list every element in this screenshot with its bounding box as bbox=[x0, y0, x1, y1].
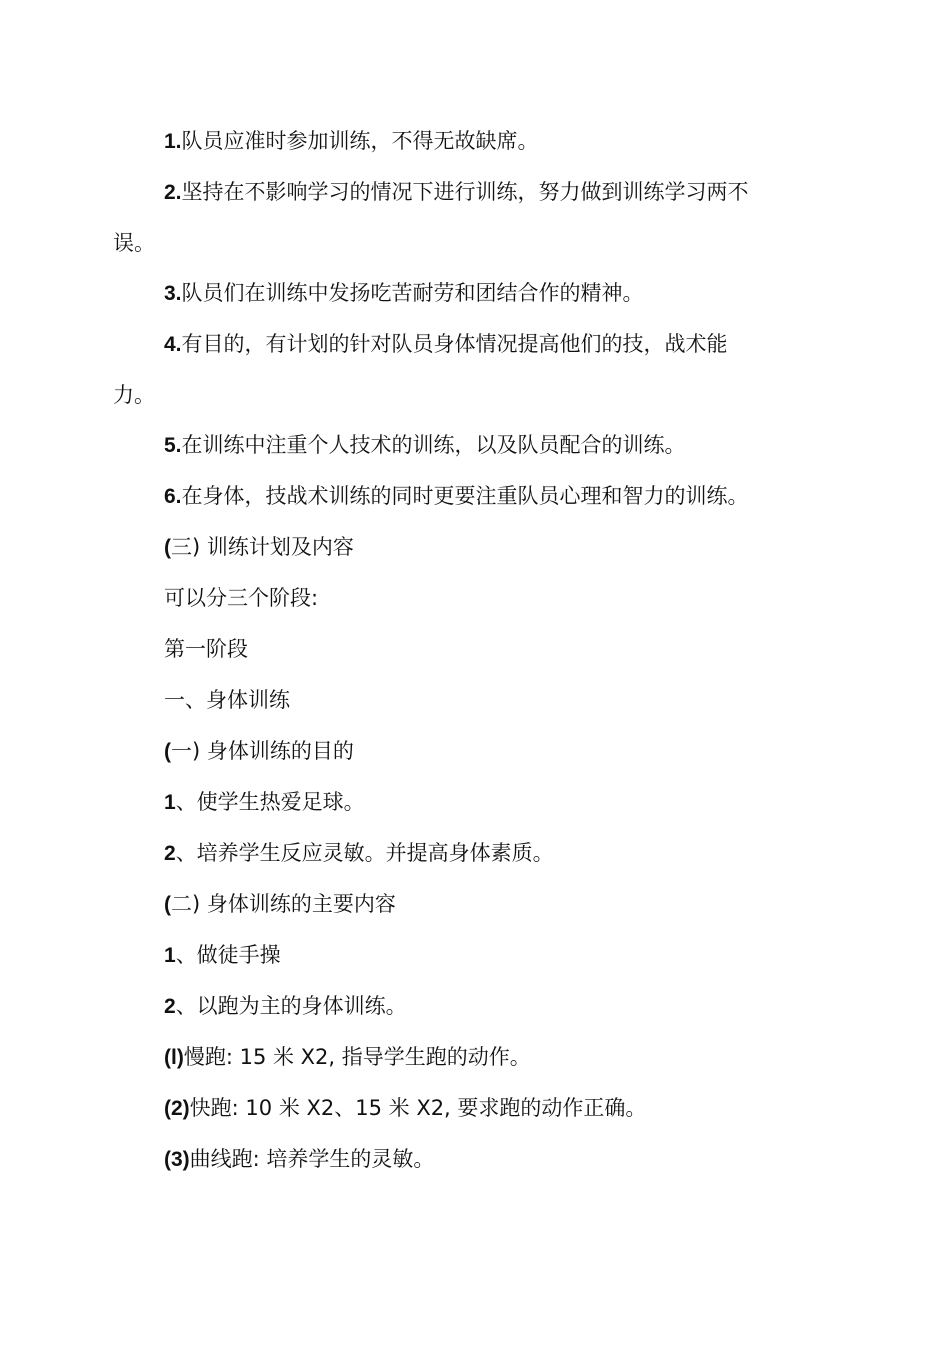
list-item-purpose-2 bbox=[113, 828, 763, 879]
heading-training-purpose bbox=[113, 726, 763, 777]
paragraph-number: 3. bbox=[164, 282, 182, 305]
paragraph-text: 二) 身体训练的主要内容 bbox=[171, 892, 396, 916]
list-item-curve-run bbox=[113, 1134, 763, 1185]
paragraph-text: 可以分三个阶段: bbox=[164, 586, 319, 610]
paragraph-text: 慢跑: 15 米 X2, 指导学生跑的动作。 bbox=[183, 1045, 531, 1069]
paragraph-number: 1 bbox=[164, 791, 176, 814]
paragraph-text: 、培养学生反应灵敏。并提高身体素质。 bbox=[175, 841, 554, 865]
paragraph-number: (l) bbox=[164, 1046, 184, 1069]
list-item-content-1 bbox=[113, 930, 763, 981]
paragraph-text: 三) 训练计划及内容 bbox=[171, 535, 354, 559]
paragraph-rule-2 bbox=[113, 167, 763, 268]
paragraph-rule-4 bbox=[113, 319, 763, 420]
paragraph-number: 2. bbox=[164, 181, 182, 204]
paragraph-number: 4. bbox=[164, 333, 182, 356]
list-item-slow-run bbox=[113, 1032, 763, 1083]
paragraph-number: 2 bbox=[164, 842, 176, 865]
paragraph-text: 坚持在不影响学习的情况下进行训练，努力做到训练学习两不误。 bbox=[113, 180, 749, 255]
paragraph-stages-intro bbox=[113, 573, 763, 624]
paragraph-rule-5 bbox=[113, 420, 763, 471]
paragraph-text: 第一阶段 bbox=[164, 637, 248, 661]
paragraph-text: 快跑: 10 米 X2、15 米 X2, 要求跑的动作正确。 bbox=[189, 1096, 647, 1120]
paragraph-text: 队员们在训练中发扬吃苦耐劳和团结合作的精神。 bbox=[181, 281, 644, 305]
paragraph-number: 2 bbox=[164, 995, 176, 1018]
paragraph-number: ( bbox=[164, 893, 171, 916]
paragraph-text: 在训练中注重个人技术的训练，以及队员配合的训练。 bbox=[181, 433, 686, 457]
heading-training-content bbox=[113, 879, 763, 930]
paragraph-text: 队员应准时参加训练，不得无故缺席。 bbox=[181, 129, 539, 153]
heading-stage-one bbox=[113, 624, 763, 675]
paragraph-text: 曲线跑: 培养学生的灵敏。 bbox=[189, 1147, 435, 1171]
paragraph-text: 有目的，有计划的针对队员身体情况提高他们的技，战术能力。 bbox=[113, 332, 728, 407]
list-item-content-2 bbox=[113, 981, 763, 1032]
paragraph-number: 1. bbox=[164, 130, 182, 153]
paragraph-text: 、使学生热爱足球。 bbox=[175, 790, 365, 814]
paragraph-number: (3) bbox=[164, 1148, 190, 1171]
paragraph-text: 一) 身体训练的目的 bbox=[171, 739, 354, 763]
paragraph-text: 、做徒手操 bbox=[175, 943, 281, 967]
paragraph-text: 在身体，技战术训练的同时更要注重队员心理和智力的训练。 bbox=[181, 484, 749, 508]
heading-physical-training bbox=[113, 675, 763, 726]
paragraph-number: ( bbox=[164, 536, 171, 559]
paragraph-text: 一、身体训练 bbox=[164, 688, 290, 712]
paragraph-rule-1 bbox=[113, 116, 763, 167]
list-item-fast-run bbox=[113, 1083, 763, 1134]
paragraph-rule-6 bbox=[113, 471, 763, 522]
list-item-purpose-1 bbox=[113, 777, 763, 828]
paragraph-number: ( bbox=[164, 740, 171, 763]
paragraph-number: 1 bbox=[164, 944, 176, 967]
paragraph-rule-3 bbox=[113, 268, 763, 319]
document-body bbox=[113, 116, 763, 1185]
paragraph-number: 5. bbox=[164, 434, 182, 457]
paragraph-text: 、以跑为主的身体训练。 bbox=[175, 994, 407, 1018]
paragraph-number: 6. bbox=[164, 485, 182, 508]
paragraph-number: (2) bbox=[164, 1097, 190, 1120]
section-heading-plan bbox=[113, 522, 763, 573]
